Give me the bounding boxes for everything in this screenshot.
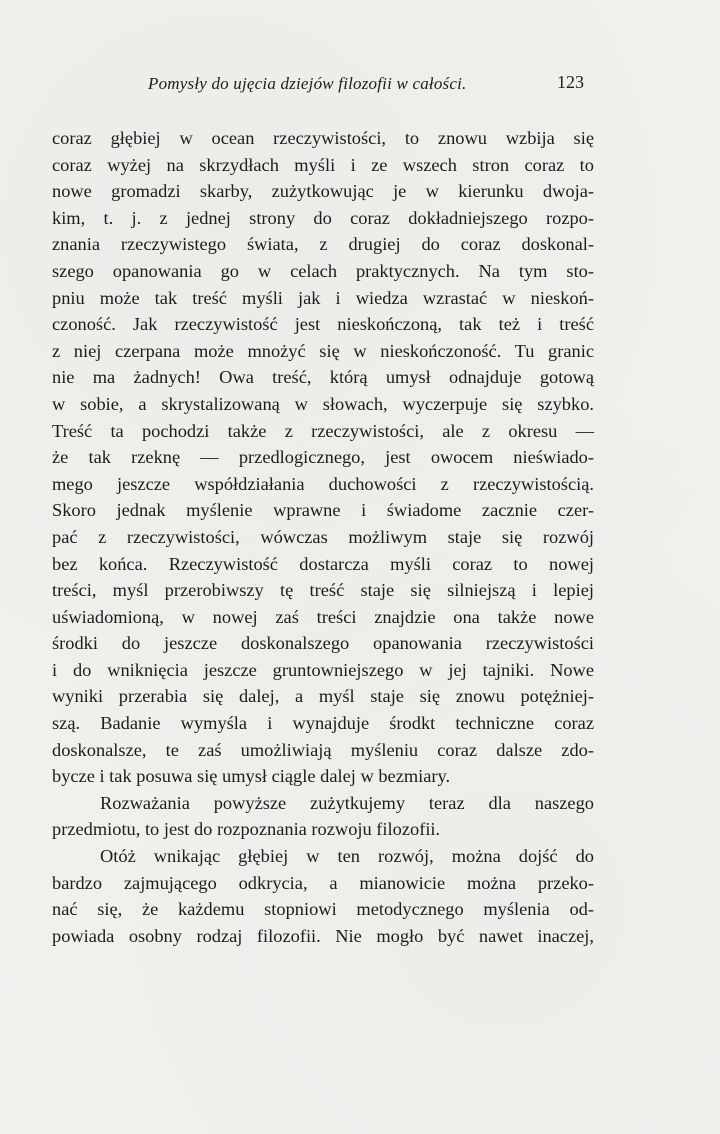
text-line: wyniki przerabia się dalej, a myśl staje się znowu potężniej- bbox=[52, 686, 594, 707]
running-title: Pomysły do ujęcia dziejów filozofii w całości. bbox=[148, 74, 467, 93]
text-line: pniu może tak treść myśli jak i wiedza wzrastać w nieskoń- bbox=[52, 287, 594, 308]
text-line: środki do jeszcze doskonalszego opanowania rzeczywistości bbox=[52, 633, 594, 654]
paragraph-end-line: przedmiotu, to jest do rozpoznania rozwoju filozofii. bbox=[52, 819, 441, 840]
body-text bbox=[52, 125, 594, 949]
text-line: bez końca. Rzeczywistość dostarcza myśli coraz to nowej bbox=[52, 553, 594, 574]
text-line: kim, t. j. z jednej strony do coraz dokładniejszego rozpo- bbox=[52, 207, 594, 228]
text-line: szego opanowania go w celach praktycznych. Na tym sto- bbox=[52, 260, 594, 281]
text-line: że tak rzeknę — przedlogicznego, jest owocem nieświado- bbox=[52, 447, 594, 468]
text-line: i do wniknięcia jeszcze gruntowniejszego w jej tajniki. Nowe bbox=[52, 659, 594, 680]
text-line: uświadomioną, w nowej zaś treści znajdzie ona także nowe bbox=[52, 606, 594, 627]
text-line: nać się, że każdemu stopniowi metodycznego myślenia od- bbox=[52, 899, 594, 920]
text-line: czoność. Jak rzeczywistość jest nieskończoną, tak też i treść bbox=[52, 314, 594, 335]
page-number: 123 bbox=[557, 72, 584, 92]
text-line: bardzo zajmującego odkrycia, a mianowicie można przeko- bbox=[52, 872, 594, 893]
text-line: treści, myśl przerobiwszy tę treść staje się silniejszą i lepiej bbox=[52, 580, 594, 601]
text-line: coraz wyżej na skrzydłach myśli i ze wszech stron coraz to bbox=[52, 154, 594, 175]
text-line: powiada osobny rodzaj filozofii. Nie mogło być nawet inaczej, bbox=[52, 925, 594, 946]
text-line: Skoro jednak myślenie wprawne i świadome zacznie czer- bbox=[52, 500, 594, 521]
text-line: w sobie, a skrystalizowaną w słowach, wyczerpuje się szybko. bbox=[52, 393, 594, 414]
text-line: szą. Badanie wymyśla i wynajduje środkt techniczne coraz bbox=[52, 713, 594, 734]
text-line: Treść ta pochodzi także z rzeczywistości, ale z okresu — bbox=[52, 420, 594, 441]
paragraph-end-line: bycze i tak posuwa się umysł ciągle dalej w bezmiary. bbox=[52, 766, 451, 787]
page-header bbox=[0, 70, 720, 98]
text-line: pać z rzeczywistości, wówczas możliwym staje się rozwój bbox=[52, 526, 594, 547]
text-line: nowe gromadzi skarby, zużytkowując je w kierunku dwoja- bbox=[52, 181, 594, 202]
text-line: nie ma żadnych! Owa treść, którą umysł odnajduje gotową bbox=[52, 367, 594, 388]
text-line: znania rzeczywistego świata, z drugiej do coraz doskonal- bbox=[52, 234, 594, 255]
paragraph-start-line: Otóż wnikając głębiej w ten rozwój, można dojść do bbox=[100, 846, 594, 867]
paragraph-start-line: Rozważania powyższe zużytkujemy teraz dla naszego bbox=[100, 792, 594, 813]
text-line: z niej czerpana może mnożyć się w nieskończoność. Tu granic bbox=[52, 340, 594, 361]
text-line: doskonalsze, te zaś umożliwiają myśleniu coraz dalsze zdo- bbox=[52, 739, 594, 760]
text-line: mego jeszcze współdziałania duchowości z rzeczywistością. bbox=[52, 473, 594, 494]
text-line: coraz głębiej w ocean rzeczywistości, to znowu wzbija się bbox=[52, 128, 594, 148]
